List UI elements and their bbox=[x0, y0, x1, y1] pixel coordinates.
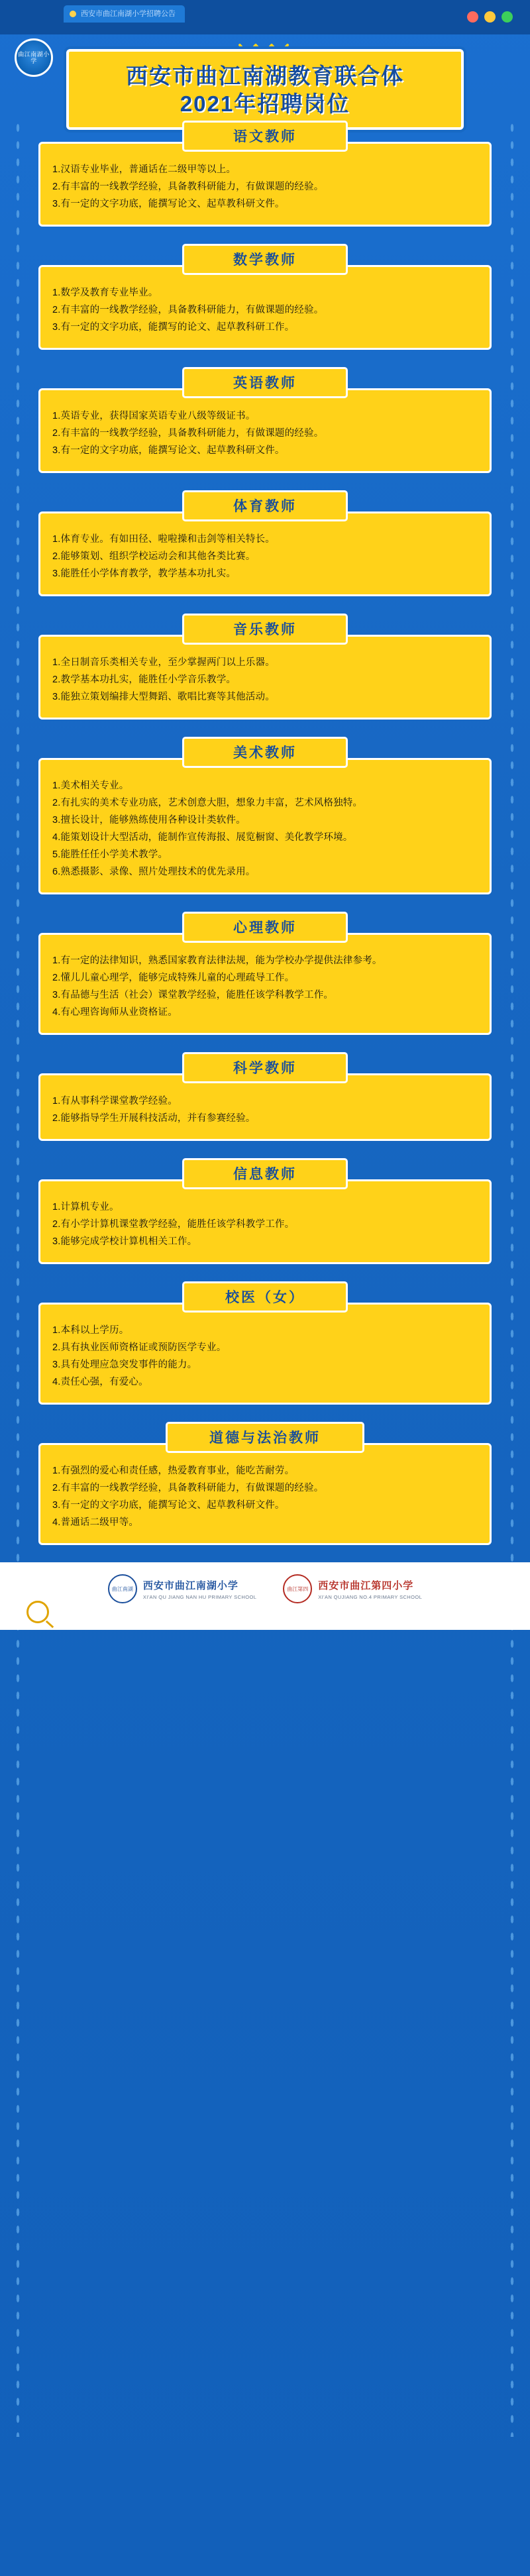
section-text: 1.汉语专业毕业，普通话在二级甲等以上。 2.有丰富的一线教学经验，具备教科研能力，有做课题的经验。 3.有一定的文字功底，能撰写论文、起草教科研文件。 bbox=[52, 164, 324, 209]
school-name-cn: 西安市曲江南湖小学 bbox=[142, 1580, 238, 1591]
close-icon[interactable] bbox=[467, 11, 478, 23]
school-seal-icon: 曲江南湖 bbox=[108, 1574, 137, 1603]
section-title: 体育教师 bbox=[182, 490, 348, 521]
section-title: 科学教师 bbox=[182, 1052, 348, 1083]
section-text: 1.计算机专业。 2.有小学计算机课堂教学经验，能胜任该学科教学工作。 3.能够完成学校计算机相关工作。 bbox=[52, 1202, 295, 1247]
footer-school-1 bbox=[108, 1574, 256, 1603]
window-controls bbox=[467, 11, 513, 23]
section-body bbox=[38, 1303, 492, 1405]
section-text: 1.数学及教育专业毕业。 2.有丰富的一线教学经验，具备教科研能力，有做课题的经验。 3.有一定的文字功底，能撰写的论文、起草教科研工作。 bbox=[52, 288, 324, 333]
title-banner bbox=[66, 49, 464, 130]
section-body bbox=[38, 511, 492, 596]
section-title: 美术教师 bbox=[182, 737, 348, 768]
section-title: 音乐教师 bbox=[182, 614, 348, 645]
section-title: 道德与法治教师 bbox=[166, 1422, 364, 1453]
section-body bbox=[38, 933, 492, 1035]
footer bbox=[0, 1562, 530, 1630]
section-title: 心理教师 bbox=[182, 912, 348, 943]
maximize-icon[interactable] bbox=[502, 11, 513, 23]
section-body bbox=[38, 1443, 492, 1545]
section-shuxue bbox=[38, 244, 492, 350]
school-name-cn: 西安市曲江第四小学 bbox=[318, 1580, 414, 1591]
browser-tab[interactable]: 西安市曲江南湖小学招聘公告 bbox=[64, 5, 185, 23]
section-title: 数学教师 bbox=[182, 244, 348, 275]
section-title: 信息教师 bbox=[182, 1158, 348, 1189]
section-daode-fazhi bbox=[38, 1422, 492, 1545]
section-title: 校医（女） bbox=[182, 1281, 348, 1313]
sections-list bbox=[0, 114, 530, 1545]
section-body bbox=[38, 758, 492, 894]
section-body bbox=[38, 388, 492, 473]
school-seal-icon: 曲江第四 bbox=[283, 1574, 312, 1603]
section-yinyue bbox=[38, 614, 492, 720]
section-kexue bbox=[38, 1052, 492, 1141]
section-title: 语文教师 bbox=[182, 121, 348, 152]
section-text: 1.英语专业，获得国家英语专业八级等级证书。 2.有丰富的一线教学经验，具备教科研能力，有做课题的经验。 3.有一定的文字功底，能撰写论文、起草教科研文件。 bbox=[52, 411, 324, 456]
section-text: 1.有强烈的爱心和责任感，热爱教育事业，能吃苦耐劳。 2.有丰富的一线教学经验，具备教科研能力，有做课题的经验。 3.有一定的文字功底，能撰写论文、起草教科研文件。 4.普通话二级甲等。 bbox=[52, 1466, 324, 1528]
section-body bbox=[38, 265, 492, 350]
section-body bbox=[38, 142, 492, 227]
section-text: 1.美术相关专业。 2.有扎实的美术专业功底，艺术创意大胆，想象力丰富，艺术风格独特。 3.擅长设计，能够熟练使用各种设计类软件。 4.能策划设计大型活动，能制作宣传海报、展览橱窗、美化教学环境。 5.能胜任任小学美术教学。 6.熟悉摄影、录像、照片处理技术的优先录用。 bbox=[52, 780, 363, 877]
section-text: 1.有一定的法律知识，熟悉国家教育法律法规，能为学校办学提供法律参考。 2.懂儿儿童心理学，能够完成特殊儿童的心理疏导工作。 3.有品德与生活（社会）课堂教学经验，能胜任该学科教学工作。 4.有心理咨询师从业资格证。 bbox=[52, 955, 382, 1018]
section-tiyu bbox=[38, 490, 492, 596]
title-line-2: 2021年招聘岗位 bbox=[180, 91, 350, 116]
school-logo bbox=[15, 38, 53, 77]
section-text: 1.全日制音乐类相关专业，至少掌握两门以上乐器。 2.教学基本功扎实，能胜任小学音乐教学。 3.能独立策划编排大型舞蹈、歌唱比赛等其他活动。 bbox=[52, 657, 275, 702]
decorative-dots-left bbox=[15, 119, 21, 2437]
school-name-en: XI'AN QU JIANG NAN HU PRIMARY SCHOOL bbox=[142, 1593, 257, 1600]
section-xinli bbox=[38, 912, 492, 1035]
section-body bbox=[38, 1179, 492, 1264]
school-logo-text: 曲江南湖小学 bbox=[18, 51, 50, 64]
header bbox=[0, 34, 530, 114]
magnifier-icon bbox=[26, 1601, 49, 1623]
section-text: 1.体育专业。有如田径、啦啦操和击剑等相关特长。 2.能够策划、组织学校运动会和其他各类比赛。 3.能胜任小学体育教学，教学基本功扎实。 bbox=[52, 534, 275, 579]
section-text: 1.本科以上学历。 2.具有执业医师资格证或预防医学专业。 3.具有处理应急突发事件的能力。 4.责任心强，有爱心。 bbox=[52, 1325, 227, 1387]
section-body bbox=[38, 1073, 492, 1141]
title-line-1: 西安市曲江南湖教育联合体 bbox=[126, 64, 404, 88]
minimize-icon[interactable] bbox=[484, 11, 496, 23]
section-title: 英语教师 bbox=[182, 367, 348, 398]
section-xiaoyi bbox=[38, 1281, 492, 1405]
section-text: 1.有从事科学课堂教学经验。 2.能够指导学生开展科技活动，并有参赛经验。 bbox=[52, 1096, 256, 1124]
decorative-dots-right bbox=[509, 119, 515, 2437]
section-yingyu bbox=[38, 367, 492, 473]
footer-school-2 bbox=[283, 1574, 422, 1603]
school-name-en: XI'AN QUJIANG NO.4 PRIMARY SCHOOL bbox=[318, 1593, 423, 1600]
section-xinxi bbox=[38, 1158, 492, 1264]
browser-top-bar bbox=[0, 0, 530, 34]
section-yuwen bbox=[38, 121, 492, 227]
section-body bbox=[38, 635, 492, 720]
section-meishu bbox=[38, 737, 492, 894]
